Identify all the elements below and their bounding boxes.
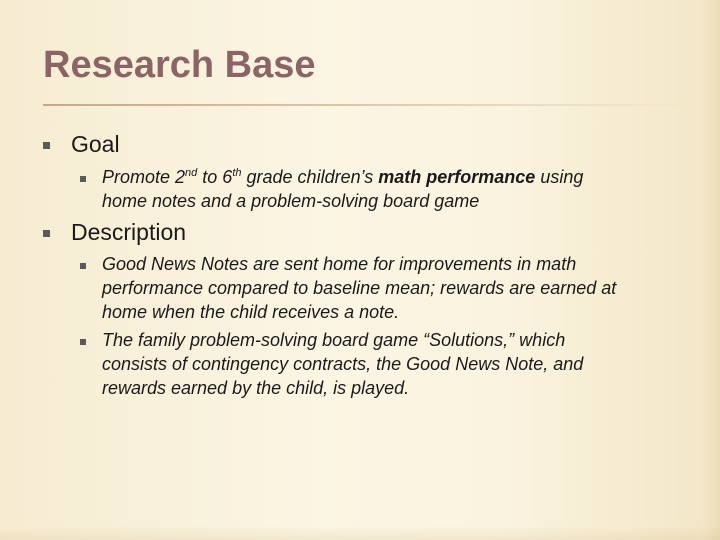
bullet-square-icon [80,176,86,182]
description-item-2-line: The family problem-solving board game “Solutions,” which [102,330,566,350]
title-underline [43,104,698,106]
bullet-square-icon [43,230,50,237]
description-item-2-line: consists of contingency contracts, the Good News Note, and [102,354,584,374]
goal-item-emphasis: math performance [378,167,536,187]
description-item-1-line: home when the child receives a note. [102,302,400,322]
bullet-square-icon [80,263,86,269]
description-item-2-line: rewards earned by the child, is played. [102,378,410,398]
bullet-square-icon [80,339,86,345]
goal-item [102,165,692,213]
bullet-square-icon [43,142,50,149]
goal-heading: Goal [71,131,120,157]
slide-title: Research Base [43,44,316,86]
description-item-1-line: Good News Notes are sent home for improvements in math [102,254,577,274]
description-heading: Description [71,219,187,245]
slide-edge-shading-right [702,0,720,540]
slide-edge-shading-bottom [0,526,720,540]
goal-item-line-2: home notes and a problem-solving board game [102,191,480,211]
description-item-1-line: performance compared to baseline mean; rewards are earned at [102,278,617,298]
goal-item-line-1: Promote 2nd to 6th grade children’s math performance using [102,167,584,187]
description-item-1 [102,252,692,324]
description-item-2 [102,328,692,400]
